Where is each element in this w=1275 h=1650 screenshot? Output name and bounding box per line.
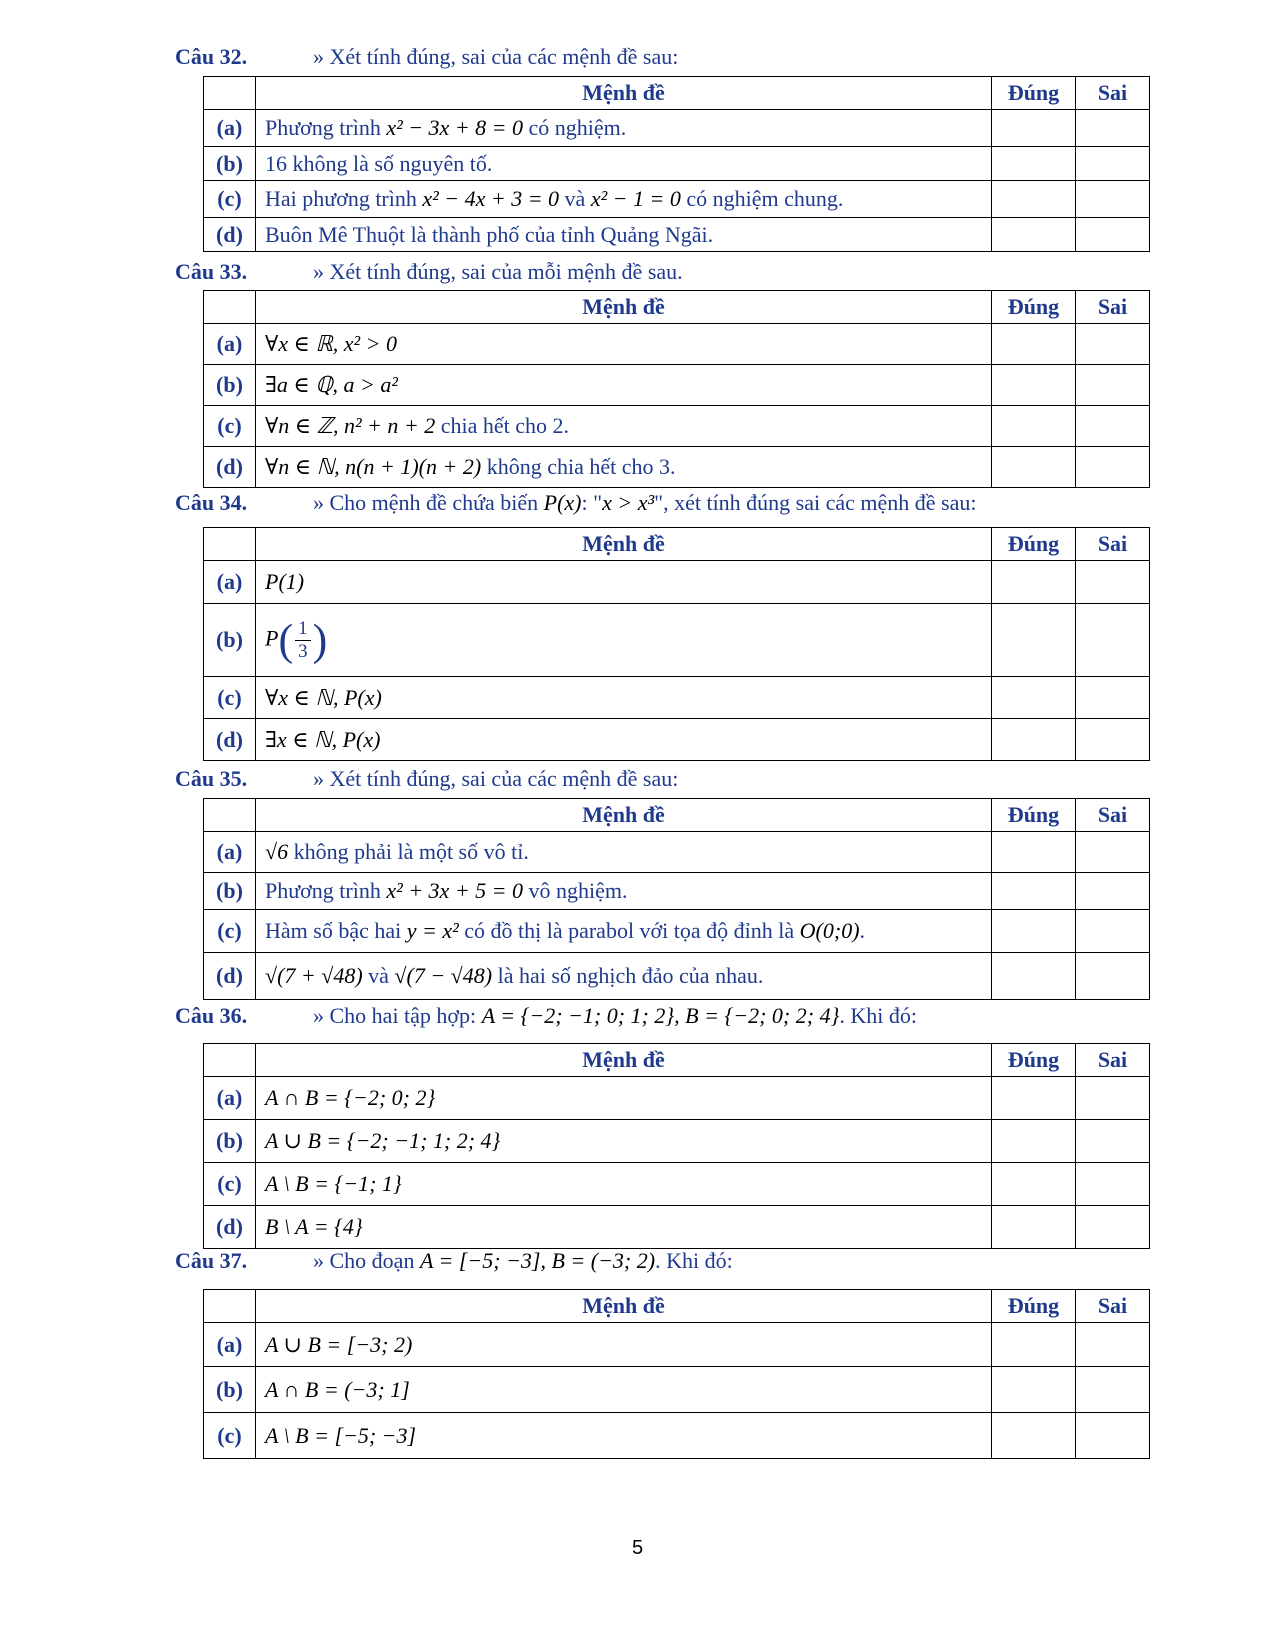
true-answer-box[interactable] (992, 218, 1076, 252)
header-true: Đúng (992, 1044, 1076, 1077)
statement-math: √6 (265, 839, 289, 864)
table-row (204, 1367, 1150, 1413)
true-answer-box[interactable] (992, 181, 1076, 218)
row-label: (d) (204, 953, 256, 1000)
header-true: Đúng (992, 291, 1076, 324)
header-false: Sai (1076, 1290, 1150, 1323)
question-prompt: » Xét tính đúng, sai của các mệnh đề sau: (313, 44, 679, 69)
table-header-row (204, 291, 1150, 324)
header-false: Sai (1076, 291, 1150, 324)
question-32-table (203, 76, 1150, 252)
false-answer-box[interactable] (1076, 561, 1150, 604)
table-row (204, 1077, 1150, 1120)
row-label: (c) (204, 406, 256, 447)
true-answer-box[interactable] (992, 604, 1076, 677)
fraction-numerator: 1 (295, 618, 311, 641)
row-label: (a) (204, 1323, 256, 1367)
header-statement: Mệnh đề (256, 291, 992, 324)
statement-cell (256, 1077, 992, 1120)
statement-cell (256, 447, 992, 488)
statement-cell (256, 873, 992, 910)
table-row (204, 1323, 1150, 1367)
statement-cell (256, 604, 992, 677)
statement-cell (256, 719, 992, 761)
table-row (204, 1206, 1150, 1249)
statement-math: P (265, 625, 279, 651)
prompt-text: ", xét tính đúng sai các mệnh đề sau: (654, 490, 977, 515)
question-number: Câu 32. (175, 44, 248, 69)
statement-math: A \ B = {−1; 1} (265, 1171, 402, 1196)
question-prompt (313, 1248, 733, 1273)
statement-math: O(0;0) (799, 918, 860, 943)
statement-cell (256, 324, 992, 365)
question-35-heading (175, 766, 678, 792)
header-false: Sai (1076, 77, 1150, 110)
statement-cell: Buôn Mê Thuột là thành phố của tỉnh Quảng Ngãi. (256, 218, 992, 252)
fraction (295, 618, 311, 663)
header-blank (204, 1290, 256, 1323)
question-34-heading (175, 490, 977, 516)
false-answer-box[interactable] (1076, 1367, 1150, 1413)
table-row (204, 1413, 1150, 1459)
statement-math: x² − 4x + 3 = 0 (422, 186, 560, 211)
statement-text: có nghiệm. (523, 115, 627, 140)
statement-text: . (859, 918, 866, 943)
statement-math: √(7 + √48) (265, 963, 363, 988)
question-number: Câu 35. (175, 766, 248, 791)
statement-math: A ∩ B = {−2; 0; 2} (265, 1085, 436, 1110)
statement-math: ∀x ∈ ℕ, P(x) (265, 684, 382, 710)
true-answer-box[interactable] (992, 561, 1076, 604)
header-blank (204, 1044, 256, 1077)
table-row (204, 218, 1150, 252)
question-prompt (313, 490, 977, 515)
statement-cell (256, 406, 992, 447)
header-blank (204, 528, 256, 561)
table-row (204, 406, 1150, 447)
table-row (204, 147, 1150, 181)
left-paren: ( (278, 615, 294, 664)
row-label: (b) (204, 873, 256, 910)
statement-math: A ∪ B = [−3; 2) (265, 1331, 413, 1357)
fraction-denominator: 3 (298, 640, 308, 662)
true-answer-box[interactable] (992, 1367, 1076, 1413)
statement-cell (256, 1206, 992, 1249)
header-statement: Mệnh đề (256, 1044, 992, 1077)
false-answer-box[interactable] (1076, 324, 1150, 365)
false-answer-box[interactable] (1076, 147, 1150, 181)
statement-text: vô nghiệm. (523, 878, 628, 903)
statement-cell (256, 110, 992, 147)
false-answer-box[interactable] (1076, 447, 1150, 488)
statement-text: không phải là một số vô tỉ. (288, 839, 529, 864)
question-33-table (203, 290, 1150, 488)
true-answer-box[interactable] (992, 1206, 1076, 1249)
false-answer-box[interactable] (1076, 832, 1150, 873)
table-row (204, 324, 1150, 365)
statement-cell (256, 561, 992, 604)
statement-cell (256, 1413, 992, 1459)
true-answer-box[interactable] (992, 873, 1076, 910)
true-answer-box[interactable] (992, 1413, 1076, 1459)
header-false: Sai (1076, 1044, 1150, 1077)
row-label: (d) (204, 719, 256, 761)
row-label: (c) (204, 181, 256, 218)
false-answer-box[interactable] (1076, 1206, 1150, 1249)
true-answer-box[interactable] (992, 719, 1076, 761)
header-false: Sai (1076, 528, 1150, 561)
statement-math: x² − 3x + 8 = 0 (386, 115, 524, 140)
statement-cell (256, 1367, 992, 1413)
statement-math: √(7 − √48) (394, 963, 493, 988)
statement-text: không chia hết cho 3. (481, 454, 676, 479)
statement-text: chia hết cho 2. (435, 413, 570, 438)
prompt-text: . Khi đó: (655, 1248, 733, 1273)
statement-math: ∀n ∈ ℕ, n(n + 1)(n + 2) (265, 454, 482, 479)
header-true: Đúng (992, 1290, 1076, 1323)
table-row (204, 110, 1150, 147)
table-row (204, 1163, 1150, 1206)
false-answer-box[interactable] (1076, 719, 1150, 761)
question-prompt: » Xét tính đúng, sai của mỗi mệnh đề sau. (313, 259, 683, 284)
statement-text: và (559, 186, 591, 211)
statement-math: x² − 1 = 0 (590, 186, 681, 211)
table-row (204, 447, 1150, 488)
header-blank (204, 77, 256, 110)
true-answer-box[interactable] (992, 677, 1076, 719)
prompt-text: » Cho mệnh đề chứa biến (313, 490, 544, 515)
false-answer-box[interactable] (1076, 677, 1150, 719)
table-header-row (204, 528, 1150, 561)
row-label: (d) (204, 1206, 256, 1249)
table-row (204, 873, 1150, 910)
table-header-row (204, 77, 1150, 110)
table-header-row (204, 1044, 1150, 1077)
statement-math: ∀n ∈ ℤ, n² + n + 2 (265, 413, 436, 438)
true-answer-box[interactable] (992, 1120, 1076, 1163)
true-answer-box[interactable] (992, 1323, 1076, 1367)
prompt-math: A = {−2; −1; 0; 1; 2}, B = {−2; 0; 2; 4} (481, 1003, 840, 1028)
table-row (204, 181, 1150, 218)
right-paren: ) (312, 615, 328, 664)
statement-cell (256, 1163, 992, 1206)
statement-cell (256, 1323, 992, 1367)
header-statement: Mệnh đề (256, 528, 992, 561)
row-label: (a) (204, 324, 256, 365)
statement-cell (256, 365, 992, 406)
false-answer-box[interactable] (1076, 1323, 1150, 1367)
table-row (204, 365, 1150, 406)
true-answer-box[interactable] (992, 910, 1076, 953)
row-label: (c) (204, 1163, 256, 1206)
row-label: (d) (204, 447, 256, 488)
statement-text: Phương trình (265, 115, 387, 140)
true-answer-box[interactable] (992, 324, 1076, 365)
statement-text: và (362, 963, 395, 988)
question-37-table (203, 1289, 1150, 1459)
statement-cell (256, 677, 992, 719)
statement-math: B \ A = {4} (265, 1214, 363, 1239)
header-statement: Mệnh đề (256, 1290, 992, 1323)
prompt-math: P(x) (543, 490, 582, 515)
statement-math: A ∪ B = {−2; −1; 1; 2; 4} (265, 1128, 501, 1153)
true-answer-box[interactable] (992, 147, 1076, 181)
false-answer-box[interactable] (1076, 953, 1150, 1000)
false-answer-box[interactable] (1076, 365, 1150, 406)
statement-math: P(1) (265, 569, 305, 594)
true-answer-box[interactable] (992, 406, 1076, 447)
row-label: (b) (204, 604, 256, 677)
header-false: Sai (1076, 799, 1150, 832)
question-36-heading (175, 1003, 917, 1029)
prompt-text: . Khi đó: (839, 1003, 917, 1028)
table-header-row (204, 1290, 1150, 1323)
true-answer-box[interactable] (992, 447, 1076, 488)
table-row (204, 832, 1150, 873)
table-row (204, 910, 1150, 953)
row-label: (a) (204, 832, 256, 873)
statement-math: x² + 3x + 5 = 0 (386, 878, 524, 903)
question-34-table (203, 527, 1150, 761)
question-number: Câu 33. (175, 259, 248, 284)
row-label: (c) (204, 910, 256, 953)
false-answer-box[interactable] (1076, 1163, 1150, 1206)
statement-math: A ∩ B = (−3; 1] (265, 1376, 410, 1402)
false-answer-box[interactable] (1076, 218, 1150, 252)
false-answer-box[interactable] (1076, 1120, 1150, 1163)
false-answer-box[interactable] (1076, 406, 1150, 447)
statement-cell (256, 910, 992, 953)
prompt-text: » Cho hai tập hợp: (313, 1003, 482, 1028)
question-number: Câu 36. (175, 1003, 248, 1028)
table-row (204, 677, 1150, 719)
question-37-heading (175, 1248, 733, 1274)
header-statement: Mệnh đề (256, 799, 992, 832)
question-33-heading (175, 259, 683, 285)
question-36-table (203, 1043, 1150, 1249)
header-true: Đúng (992, 799, 1076, 832)
row-label: (d) (204, 218, 256, 252)
false-answer-box[interactable] (1076, 910, 1150, 953)
statement-text: có đồ thị là parabol với tọa độ đỉnh là (458, 918, 800, 943)
row-label: (a) (204, 1077, 256, 1120)
row-label: (b) (204, 1367, 256, 1413)
statement-text: Hàm số bậc hai (265, 918, 407, 943)
header-statement: Mệnh đề (256, 77, 992, 110)
row-label: (a) (204, 110, 256, 147)
statement-text: có nghiệm chung. (680, 186, 844, 211)
table-row (204, 561, 1150, 604)
statement-cell: 16 không là số nguyên tố. (256, 147, 992, 181)
row-label: (c) (204, 677, 256, 719)
false-answer-box[interactable] (1076, 1077, 1150, 1120)
false-answer-box[interactable] (1076, 110, 1150, 147)
table-row (204, 953, 1150, 1000)
prompt-text: » Cho đoạn (313, 1248, 420, 1273)
question-35-table (203, 798, 1150, 1000)
statement-text: Hai phương trình (265, 186, 423, 211)
header-blank (204, 799, 256, 832)
false-answer-box[interactable] (1076, 1413, 1150, 1459)
header-true: Đúng (992, 528, 1076, 561)
prompt-math: A = [−5; −3], B = (−3; 2) (419, 1248, 656, 1273)
false-answer-box[interactable] (1076, 604, 1150, 677)
page-number: 5 (631, 1537, 644, 1559)
statement-cell (256, 181, 992, 218)
true-answer-box[interactable] (992, 110, 1076, 147)
false-answer-box[interactable] (1076, 181, 1150, 218)
statement-math: ∃a ∈ ℚ, a > a² (265, 372, 398, 397)
false-answer-box[interactable] (1076, 873, 1150, 910)
statement-math: y = x² (406, 918, 459, 943)
statement-math: ∀x ∈ ℝ, x² > 0 (265, 331, 397, 356)
true-answer-box[interactable] (992, 1163, 1076, 1206)
question-number: Câu 34. (175, 490, 248, 515)
true-answer-box[interactable] (992, 1077, 1076, 1120)
statement-text: là hai số nghịch đảo của nhau. (492, 963, 764, 988)
row-label: (c) (204, 1413, 256, 1459)
true-answer-box[interactable] (992, 365, 1076, 406)
statement-cell (256, 953, 992, 1000)
statement-math: ∃x ∈ ℕ, P(x) (265, 726, 381, 752)
row-label: (b) (204, 365, 256, 406)
prompt-math: x > x³ (602, 490, 655, 515)
table-header-row (204, 799, 1150, 832)
table-row (204, 604, 1150, 677)
header-blank (204, 291, 256, 324)
question-number: Câu 37. (175, 1248, 248, 1273)
table-row (204, 1120, 1150, 1163)
row-label: (b) (204, 1120, 256, 1163)
row-label: (a) (204, 561, 256, 604)
question-prompt: » Xét tính đúng, sai của các mệnh đề sau: (313, 766, 679, 791)
header-true: Đúng (992, 77, 1076, 110)
row-label: (b) (204, 147, 256, 181)
true-answer-box[interactable] (992, 953, 1076, 1000)
statement-math: A \ B = [−5; −3] (265, 1422, 417, 1448)
statement-cell (256, 1120, 992, 1163)
question-32-heading (175, 44, 678, 70)
statement-cell (256, 832, 992, 873)
question-prompt (313, 1003, 917, 1028)
statement-text: Phương trình (265, 878, 387, 903)
prompt-text: : " (581, 490, 603, 515)
table-row (204, 719, 1150, 761)
true-answer-box[interactable] (992, 832, 1076, 873)
